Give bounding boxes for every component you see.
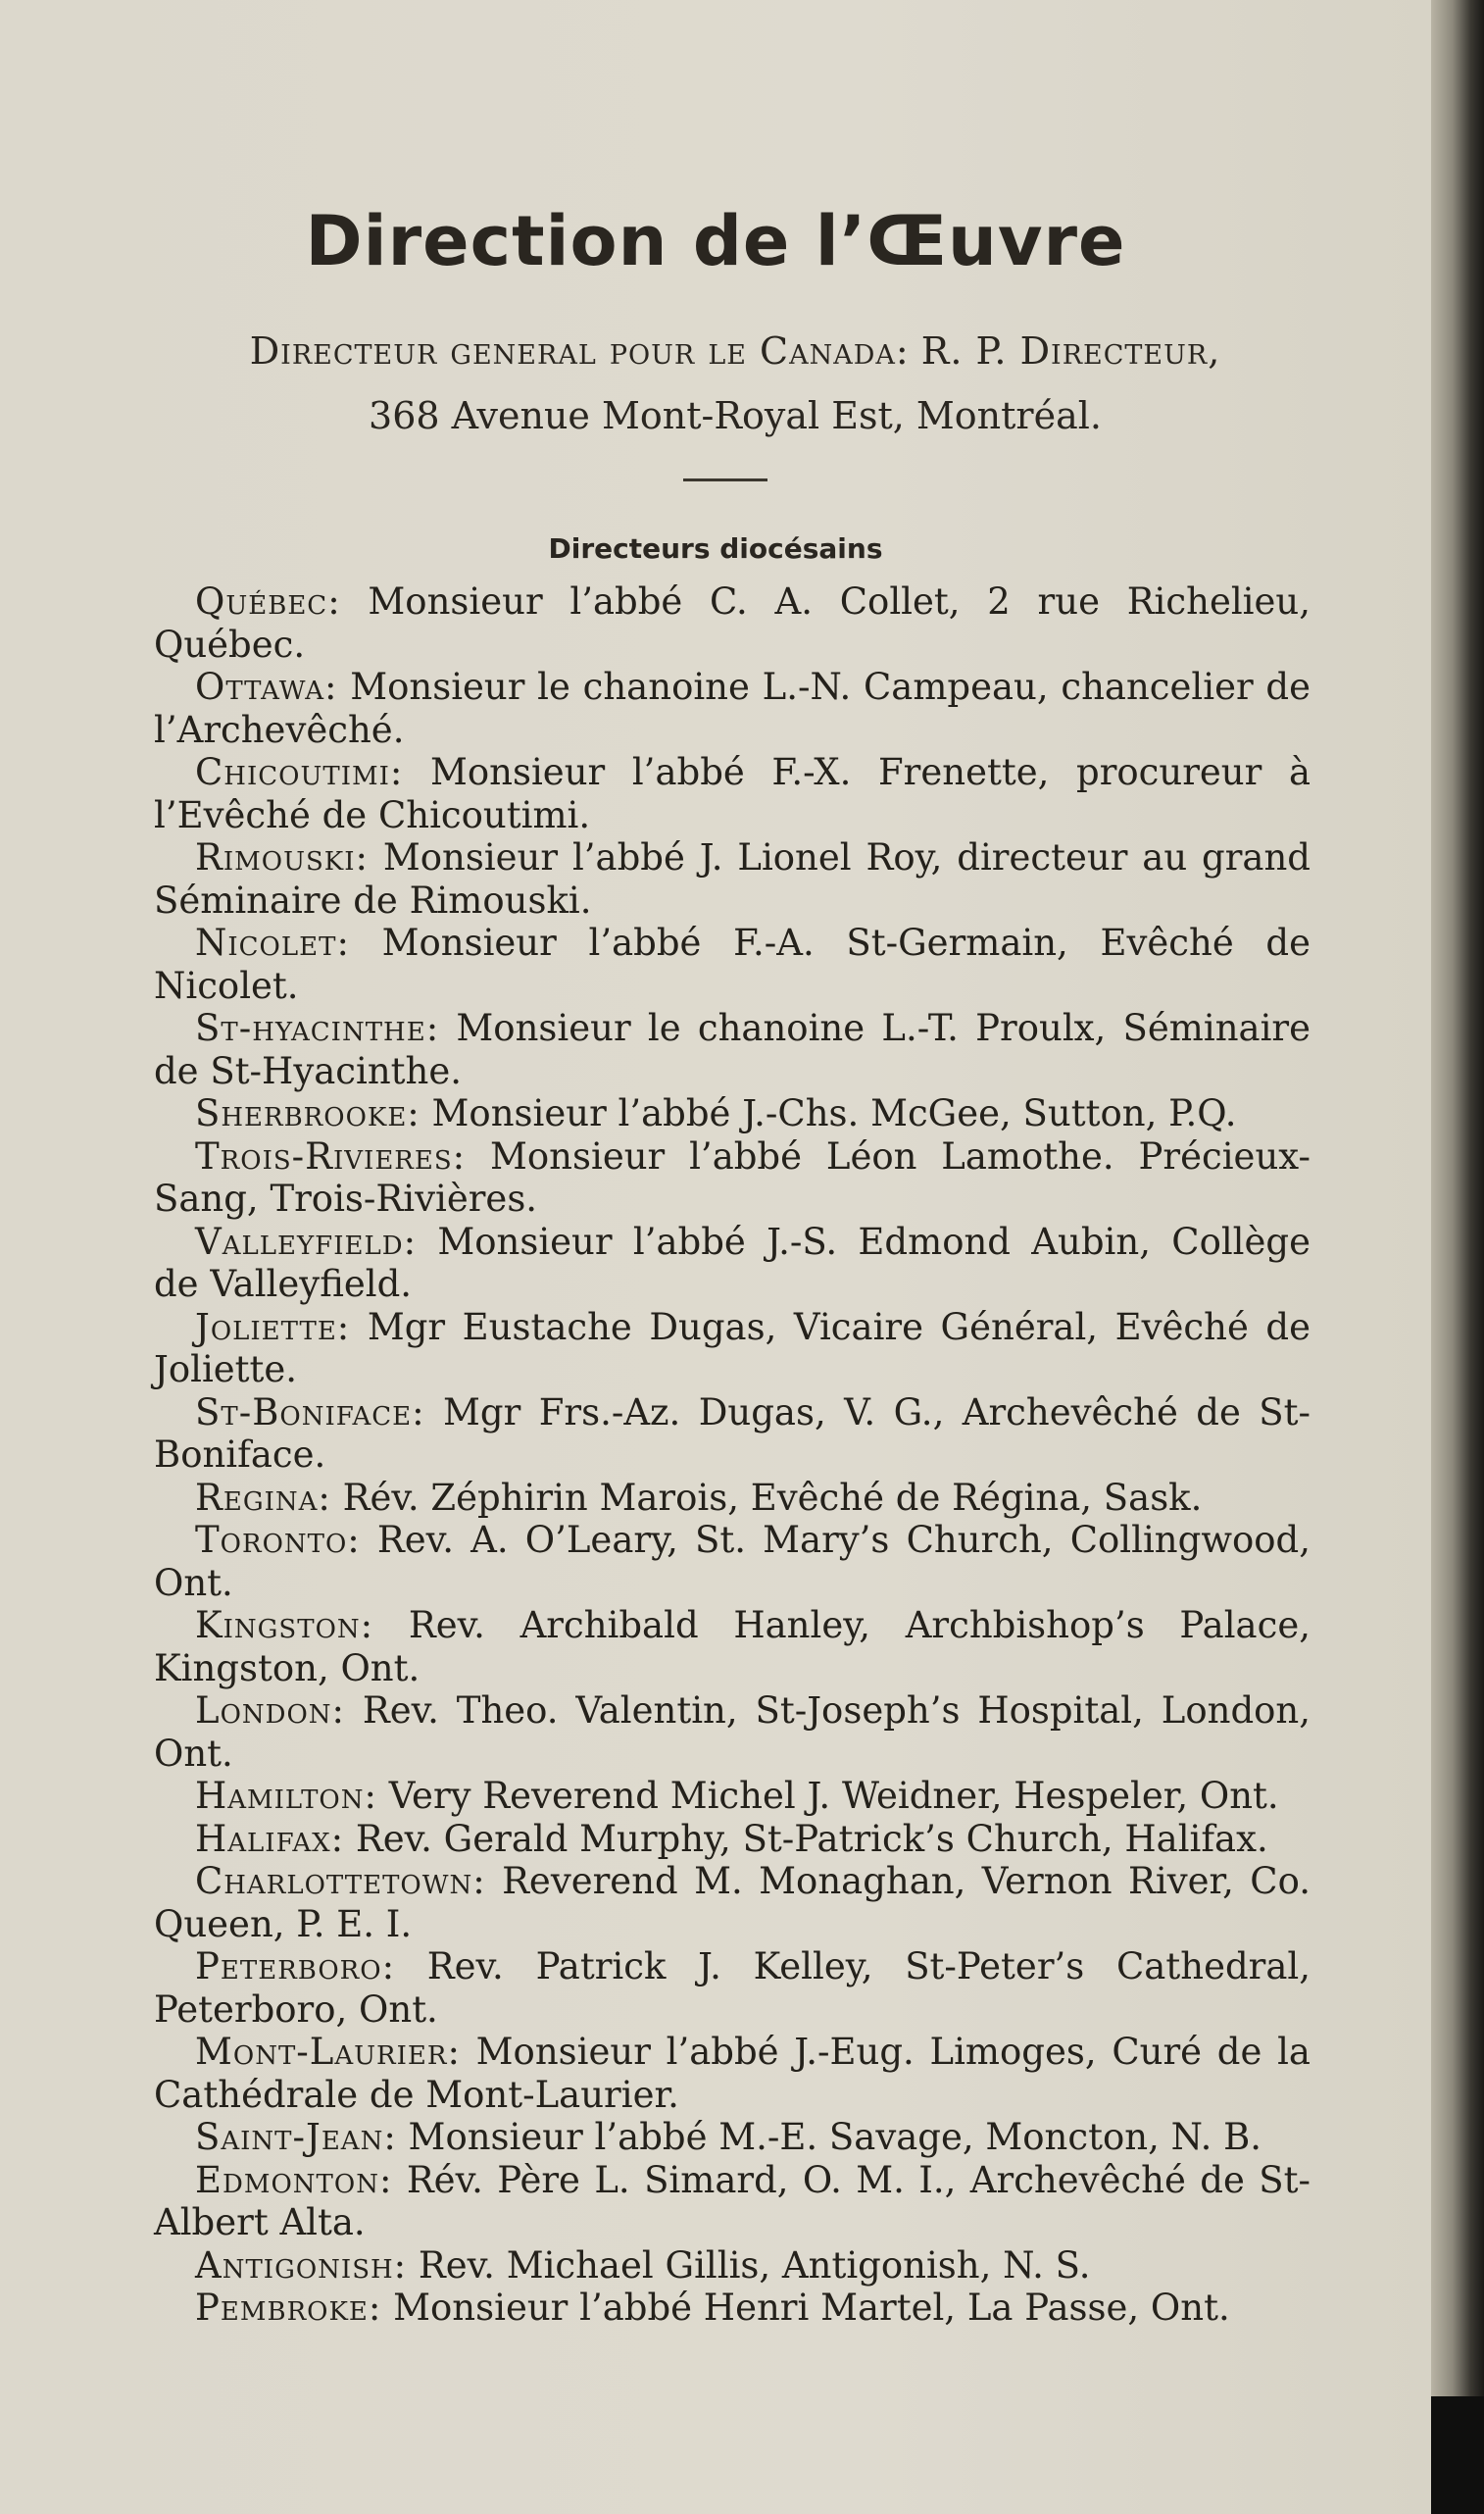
director-details: Mgr Frs.-Az. Dugas, V. G., Archevêché de St-Boniface. bbox=[154, 1390, 1311, 1476]
director-details: Very Reverend Michel J. Weidner, Hespeler, Ont. bbox=[376, 1775, 1279, 1817]
list-item bbox=[154, 1945, 1311, 2031]
diocese-name: Sherbrooke: bbox=[195, 1092, 420, 1134]
diocesan-directors-list bbox=[154, 580, 1311, 2330]
director-general-address: 368 Avenue Mont-Royal Est, Montréal. bbox=[369, 394, 1102, 437]
list-item bbox=[154, 922, 1311, 1007]
director-details: Rev. Archibald Hanley, Archbishop’s Palace, Kingston, Ont. bbox=[154, 1604, 1311, 1689]
director-general-block bbox=[147, 319, 1323, 448]
diocese-name: Charlottetown: bbox=[195, 1860, 486, 1902]
diocese-name: Antigonish: bbox=[195, 2243, 408, 2287]
diocese-name: Trois-Rivieres: bbox=[195, 1134, 467, 1178]
list-item bbox=[154, 1519, 1311, 1604]
diocese-name: Toronto: bbox=[195, 1519, 361, 1561]
diocese-name: Chicoutimi: bbox=[195, 751, 404, 793]
director-details: Rev. Gerald Murphy, St-Patrick’s Church, Halifax. bbox=[344, 1817, 1268, 1860]
list-item bbox=[154, 580, 1311, 666]
list-item bbox=[154, 2159, 1311, 2244]
list-item bbox=[154, 666, 1311, 751]
diocese-name: Edmonton: bbox=[195, 2158, 393, 2201]
diocese-name: Halifax: bbox=[195, 1817, 345, 1860]
director-details: Monsieur l’abbé M.-E. Savage, Moncton, N. B. bbox=[396, 2116, 1262, 2158]
section-divider bbox=[683, 478, 767, 481]
director-details: Monsieur l’abbé C. A. Collet, 2 rue Richelieu, Québec. bbox=[154, 580, 1311, 666]
list-item bbox=[154, 1092, 1311, 1135]
diocese-name: Mont-Laurier: bbox=[195, 2031, 461, 2073]
director-details: Rev. Michael Gillis, Antigonish, N. S. bbox=[407, 2243, 1091, 2287]
director-details: Rev. A. O’Leary, St. Mary’s Church, Collingwood, Ont. bbox=[154, 1519, 1311, 1604]
director-details: Monsieur l’abbé J.-S. Edmond Aubin, Collège de Valleyfield. bbox=[154, 1220, 1311, 1305]
director-details: Monsieur l’abbé Henri Martel, La Passe, Ont. bbox=[381, 2287, 1230, 2329]
list-item bbox=[154, 2244, 1311, 2288]
list-item bbox=[154, 1860, 1311, 1945]
list-item bbox=[154, 2116, 1311, 2159]
diocese-name: Regina: bbox=[195, 1476, 331, 1519]
list-item bbox=[154, 751, 1311, 836]
director-details: Rev. Theo. Valentin, St-Joseph’s Hospital, London, Ont. bbox=[154, 1689, 1311, 1775]
diocese-name: St-hyacinthe: bbox=[195, 1007, 440, 1049]
diocese-name: Valleyfield: bbox=[195, 1220, 418, 1263]
director-details: Monsieur l’abbé F.-A. St-Germain, Evêché de Nicolet. bbox=[154, 922, 1311, 1007]
list-item bbox=[154, 1689, 1311, 1775]
list-item bbox=[154, 1775, 1311, 1818]
director-details: Monsieur le chanoine L.-T. Proulx, Séminaire de St-Hyacinthe. bbox=[154, 1007, 1311, 1092]
director-details: Monsieur l’abbé J.-Chs. McGee, Sutton, P.Q. bbox=[420, 1092, 1237, 1134]
list-item bbox=[154, 1391, 1311, 1477]
diocese-name: Nicolet: bbox=[195, 922, 350, 964]
list-item bbox=[154, 2287, 1311, 2330]
section-heading: Directeurs diocésains bbox=[548, 532, 883, 565]
director-details: Rev. Patrick J. Kelley, St-Peter’s Cathedral, Peterboro, Ont. bbox=[154, 1945, 1311, 2031]
director-details: Mgr Eustache Dugas, Vicaire Général, Evêché de Joliette. bbox=[154, 1305, 1311, 1390]
list-item bbox=[154, 1306, 1311, 1391]
list-item bbox=[154, 1007, 1311, 1092]
director-details: Monsieur l’abbé J. Lionel Roy, directeur au grand Séminaire de Rimouski. bbox=[154, 836, 1311, 922]
diocese-name: Pembroke: bbox=[195, 2287, 382, 2329]
diocese-name: Rimouski: bbox=[195, 836, 369, 879]
book-spine-shadow bbox=[1431, 0, 1484, 2514]
director-details: Reverend M. Monaghan, Vernon River, Co. Queen, P. E. I. bbox=[154, 1860, 1311, 1945]
director-details: Monsieur l’abbé J.-Eug. Limoges, Curé de la Cathédrale de Mont-Laurier. bbox=[154, 2031, 1311, 2116]
page-title: Direction de l’Œuvre bbox=[305, 201, 1126, 281]
list-item bbox=[154, 1477, 1311, 1520]
director-details: Monsieur le chanoine L.-N. Campeau, chancelier de l’Archevêché. bbox=[154, 666, 1311, 751]
director-general-label: Directeur general pour le Canada: bbox=[249, 329, 910, 373]
director-general-name: R. P. Directeur, bbox=[920, 329, 1221, 373]
list-item bbox=[154, 836, 1311, 922]
list-item bbox=[154, 2031, 1311, 2116]
diocese-name: Kingston: bbox=[195, 1604, 374, 1646]
diocese-name: Peterboro: bbox=[195, 1945, 396, 1987]
director-details: Rév. Père L. Simard, O. M. I., Archevêché de St-Albert Alta. bbox=[154, 2158, 1311, 2243]
book-edge-dark bbox=[1431, 2396, 1484, 2514]
director-details: Monsieur l’abbé F.-X. Frenette, procureur à l’Evêché de Chicoutimi. bbox=[154, 751, 1311, 836]
diocese-name: Joliette: bbox=[195, 1305, 351, 1348]
diocese-name: London: bbox=[195, 1689, 346, 1732]
diocese-name: St-Boniface: bbox=[195, 1390, 425, 1433]
diocese-name: Saint-Jean: bbox=[195, 2116, 397, 2158]
diocese-name: Hamilton: bbox=[195, 1775, 377, 1817]
list-item bbox=[154, 1604, 1311, 1689]
list-item bbox=[154, 1818, 1311, 1861]
list-item bbox=[154, 1221, 1311, 1306]
list-item bbox=[154, 1135, 1311, 1221]
diocese-name: Ottawa: bbox=[195, 666, 338, 708]
director-details: Rév. Zéphirin Marois, Evêché de Régina, Sask. bbox=[330, 1476, 1203, 1519]
diocese-name: Québec: bbox=[195, 580, 341, 623]
director-details: Monsieur l’abbé Léon Lamothe. Précieux-Sang, Trois-Rivières. bbox=[154, 1134, 1311, 1220]
